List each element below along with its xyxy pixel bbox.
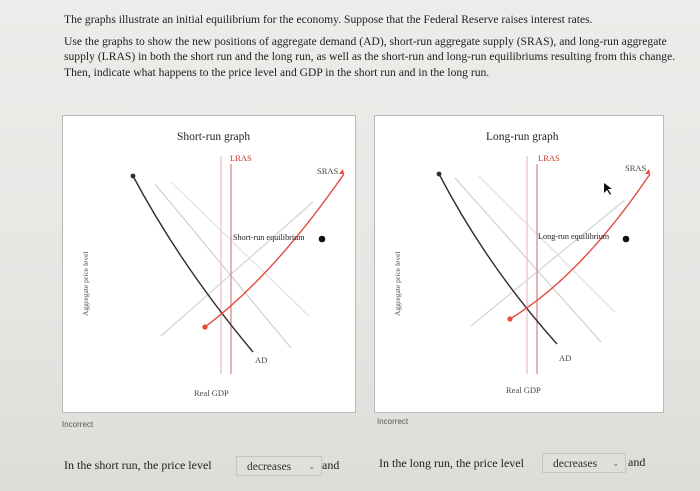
chevron-down-icon: ⌄ bbox=[612, 459, 619, 468]
lr-ad-curve[interactable] bbox=[439, 174, 557, 344]
mouse-cursor-icon bbox=[604, 183, 612, 195]
short-run-answer-prefix: In the short run, the price level bbox=[64, 458, 212, 472]
sr-ghost-2 bbox=[171, 182, 309, 316]
lr-sras-label: SRAS bbox=[625, 163, 647, 173]
long-run-answer-suffix: and bbox=[628, 455, 646, 469]
long-run-graph-panel[interactable] bbox=[374, 115, 664, 413]
short-run-price-level-dropdown[interactable] bbox=[236, 456, 322, 476]
short-run-graph-panel[interactable] bbox=[62, 115, 356, 413]
sr-ad-handle[interactable] bbox=[131, 174, 136, 179]
sr-sras-label: SRAS bbox=[317, 166, 339, 176]
lr-graph-title: Long-run graph bbox=[486, 131, 559, 143]
prompt-line-1: The graphs illustrate an initial equilibrium for the economy. Suppose that the Federal Reserve raises interest rates. bbox=[64, 13, 593, 26]
lr-equilibrium-label: Long-run equilibrium bbox=[538, 232, 610, 241]
short-run-graph-canvas[interactable] bbox=[63, 116, 355, 412]
chevron-down-icon: ⌄ bbox=[308, 462, 315, 471]
lr-lras-label: LRAS bbox=[538, 153, 560, 163]
lr-equilibrium-dot[interactable] bbox=[623, 236, 630, 243]
lr-x-axis-label: Real GDP bbox=[506, 385, 541, 395]
prompt-line-2: Use the graphs to show the new positions of aggregate demand (AD), short-run aggregate supply (SRAS), and long-run aggregate supply (LRAS) in both the short run and the long run, as well as the short-run and long-run equilibriums resulting from this change. Then, indicate what happens to the price level and GDP in the short run and in the long run. bbox=[64, 34, 676, 79]
lr-initial-sras-ghost bbox=[471, 200, 625, 326]
long-run-graph-canvas[interactable] bbox=[375, 116, 663, 412]
sr-equilibrium-label: Short-run equilibrium bbox=[233, 233, 305, 242]
sr-lras-label: LRAS bbox=[230, 153, 252, 163]
sr-equilibrium-dot[interactable] bbox=[319, 236, 326, 243]
sr-ad-label: AD bbox=[255, 355, 268, 365]
short-run-answer-suffix: and bbox=[322, 458, 340, 472]
lr-y-axis-label: Aggregate price level bbox=[393, 251, 402, 316]
long-run-answer-prefix: In the long run, the price level bbox=[379, 456, 524, 470]
question-prompt bbox=[64, 12, 676, 80]
short-run-dropdown-value: decreases bbox=[247, 461, 292, 473]
lr-sras-curve[interactable] bbox=[510, 174, 650, 319]
sr-status-incorrect: Incorrect bbox=[62, 420, 94, 429]
sr-ad-curve[interactable] bbox=[133, 176, 253, 352]
sr-sras-curve[interactable] bbox=[205, 174, 344, 327]
sr-graph-title: Short-run graph bbox=[177, 131, 251, 143]
long-run-dropdown-value: decreases bbox=[553, 458, 598, 470]
sr-y-axis-label: Aggregate price level bbox=[81, 251, 90, 316]
sr-initial-sras-ghost bbox=[161, 202, 313, 336]
lr-status-incorrect: Incorrect bbox=[377, 417, 409, 426]
long-run-price-level-dropdown[interactable] bbox=[542, 453, 626, 473]
lr-initial-ad-ghost bbox=[455, 178, 601, 342]
sr-sras-arrow bbox=[339, 169, 344, 174]
lr-ad-handle[interactable] bbox=[437, 172, 442, 177]
sr-x-axis-label: Real GDP bbox=[194, 388, 229, 398]
lr-ad-label: AD bbox=[559, 353, 572, 363]
lr-sras-handle[interactable] bbox=[507, 316, 512, 321]
sr-sras-handle[interactable] bbox=[202, 324, 207, 329]
